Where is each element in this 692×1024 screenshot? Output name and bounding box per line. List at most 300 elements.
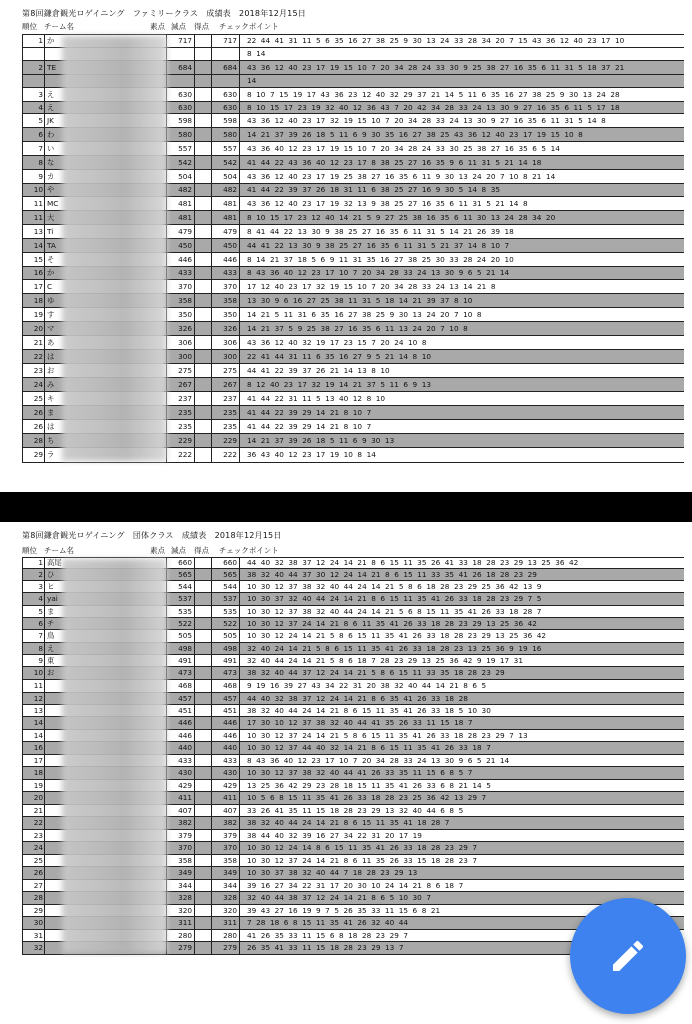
- header-penalty: 減点: [171, 22, 186, 31]
- team-name-cell: 東: [45, 655, 167, 666]
- raw-score-cell: 457: [167, 693, 195, 704]
- raw-score-cell: 433: [167, 755, 195, 766]
- score-cell: 481: [212, 211, 240, 224]
- checkpoints-cell: 43 36 12 40 23 17 19 25 38 27 16 35 6 11 9 30 13 24 20 7 10 8 21 14: [240, 170, 684, 183]
- checkpoints-cell: 41 44 22 39 37 26 18 31 11 6 38 25 27 16 9 30 5 14 8 35: [240, 184, 684, 196]
- checkpoints-cell: 10 30 12 37 24 14 21 8 6 11 35 41 26 33 18 28 23 29 13 25 36 42: [240, 618, 684, 629]
- raw-score-cell: 370: [167, 842, 195, 854]
- rank-cell: 23: [23, 830, 45, 841]
- rank-cell: 17: [23, 755, 45, 766]
- team-name-cell: か: [45, 35, 167, 47]
- penalty-cell: [195, 917, 212, 929]
- raw-score-cell: 598: [167, 114, 195, 127]
- score-cell: 382: [212, 817, 240, 829]
- checkpoints-cell: 22 41 44 31 11 6 35 16 27 9 5 21 14 8 10: [240, 350, 684, 363]
- score-cell: 630: [212, 88, 240, 101]
- score-cell: 535: [212, 606, 240, 617]
- score-cell: 279: [212, 942, 240, 954]
- family-class-results-sheet: [0, 0, 692, 492]
- raw-score-cell: 235: [167, 406, 195, 419]
- score-cell: 481: [212, 197, 240, 210]
- score-cell: 349: [212, 867, 240, 879]
- rank-cell: 18: [23, 294, 45, 307]
- header-checkpoints: チェックポイント: [219, 22, 279, 31]
- penalty-cell: [195, 392, 212, 405]
- score-cell: 542: [212, 156, 240, 169]
- raw-score-cell: [167, 75, 195, 87]
- checkpoints-cell: 17 30 10 12 37 38 32 40 44 41 35 26 33 11 15 18 7: [240, 717, 684, 729]
- team-name-cell: 大: [45, 211, 167, 224]
- checkpoints-cell: 10 30 12 37 38 32 40 44 24 14 21 5 6 8 15 11 35 41 26 33 18 28 7: [240, 606, 684, 617]
- checkpoints-cell: 43 36 12 40 23 17 19 32 13 9 38 25 27 16 35 6 11 31 5 21 14 8: [240, 197, 684, 210]
- penalty-cell: [195, 170, 212, 183]
- rank-cell: 22: [23, 350, 45, 363]
- raw-score-cell: 320: [167, 905, 195, 916]
- rank-cell: 24: [23, 378, 45, 391]
- rank-cell: 19: [23, 308, 45, 321]
- rank-cell: 12: [23, 693, 45, 704]
- raw-score-cell: [167, 48, 195, 60]
- score-cell: 491: [212, 655, 240, 666]
- score-cell: 660: [212, 558, 240, 568]
- raw-score-cell: 370: [167, 280, 195, 293]
- rank-cell: 26: [23, 420, 45, 433]
- team-name-cell: や: [45, 184, 167, 196]
- team-name-cell: マ: [45, 322, 167, 335]
- rank-cell: 10: [23, 667, 45, 679]
- team-name-cell: キ: [45, 392, 167, 405]
- checkpoints-cell: 38 32 40 44 37 12 24 14 21 5 8 6 15 11 33 35 18 28 23 29: [240, 667, 684, 679]
- checkpoints-cell: 14: [240, 75, 684, 87]
- team-name-cell: ま: [45, 606, 167, 617]
- penalty-cell: [195, 730, 212, 741]
- rank-cell: 2: [23, 61, 45, 74]
- raw-score-cell: 229: [167, 434, 195, 447]
- checkpoints-cell: 44 41 22 13 30 9 38 25 27 16 35 6 11 31 5 21 37 14 8 10 7: [240, 239, 684, 252]
- penalty-cell: [195, 805, 212, 816]
- raw-score-cell: 328: [167, 892, 195, 904]
- team-name-cell: Ti: [45, 225, 167, 238]
- rank-cell: 23: [23, 364, 45, 377]
- team-name-cell: C: [45, 280, 167, 293]
- rank-cell: 26: [23, 867, 45, 879]
- penalty-cell: [195, 593, 212, 605]
- rank-cell: 2: [23, 569, 45, 580]
- checkpoints-cell: 41 44 22 39 29 14 21 8 10 7: [240, 420, 684, 433]
- raw-score-cell: 684: [167, 61, 195, 74]
- raw-score-cell: 429: [167, 780, 195, 791]
- checkpoints-cell: 38 32 40 44 37 30 12 24 14 21 8 6 15 11 33 35 41 26 18 28 23 29: [240, 569, 684, 580]
- checkpoints-cell: 38 44 40 32 39 16 27 34 22 31 20 17 19: [240, 830, 684, 841]
- rank-cell: 19: [23, 780, 45, 791]
- checkpoints-cell: 10 30 12 37 24 14 21 8 6 11 35 26 33 15 18 28 23 7: [240, 855, 684, 866]
- rank-cell: 14: [23, 239, 45, 252]
- checkpoints-cell: 32 40 44 24 14 21 5 8 6 18 7 28 23 29 13 25 36 42 9 19 17 31: [240, 655, 684, 666]
- team-name-cell: な: [45, 156, 167, 169]
- raw-score-cell: 430: [167, 767, 195, 779]
- score-cell: 717: [212, 35, 240, 47]
- team-name-cell: い: [45, 142, 167, 155]
- penalty-cell: [195, 75, 212, 87]
- penalty-cell: [195, 420, 212, 433]
- checkpoints-cell: 10 30 37 32 40 44 24 14 21 8 6 15 11 35 41 26 33 18 28 23 29 7 5: [240, 593, 684, 605]
- team-name-cell: は: [45, 350, 167, 363]
- penalty-cell: [195, 830, 212, 841]
- raw-score-cell: 222: [167, 448, 195, 462]
- score-cell: 440: [212, 742, 240, 754]
- checkpoints-cell: 8 12 40 23 17 32 19 14 21 37 5 11 6 9 13: [240, 378, 684, 391]
- penalty-cell: [195, 643, 212, 654]
- checkpoints-cell: 10 30 12 37 38 32 40 44 41 26 33 35 11 15 6 8 5 7: [240, 767, 684, 779]
- rank-cell: [23, 48, 45, 60]
- rank-cell: 3: [23, 88, 45, 101]
- results-table: [22, 34, 684, 463]
- checkpoints-cell: 10 5 6 8 15 11 35 41 26 33 18 28 23 25 36 42 13 29 7: [240, 792, 684, 804]
- rank-cell: 14: [23, 730, 45, 741]
- raw-score-cell: 580: [167, 128, 195, 141]
- rank-cell: 24: [23, 842, 45, 854]
- checkpoints-cell: 10 30 37 38 32 40 44 7 18 28 23 29 13: [240, 867, 684, 879]
- checkpoints-cell: 8 10 15 17 23 19 32 40 12 36 43 7 20 42 34 28 33 24 13 30 9 27 16 35 6 11 5 17 18: [240, 102, 684, 113]
- checkpoints-cell: 8 14 21 37 18 5 6 9 11 31 35 16 27 38 25 30 33 28 24 20 10: [240, 253, 684, 266]
- raw-score-cell: 630: [167, 102, 195, 113]
- raw-score-cell: 433: [167, 267, 195, 279]
- raw-score-cell: 542: [167, 156, 195, 169]
- penalty-cell: [195, 693, 212, 704]
- rank-cell: 22: [23, 817, 45, 829]
- penalty-cell: [195, 267, 212, 279]
- penalty-cell: [195, 364, 212, 377]
- penalty-cell: [195, 855, 212, 866]
- score-cell: 235: [212, 420, 240, 433]
- team-name-cell: yai: [45, 593, 167, 605]
- penalty-cell: [195, 239, 212, 252]
- raw-score-cell: 279: [167, 942, 195, 954]
- score-cell: 446: [212, 730, 240, 741]
- penalty-cell: [195, 294, 212, 307]
- penalty-cell: [195, 930, 212, 941]
- team-name-cell: は: [45, 420, 167, 433]
- checkpoints-cell: 43 36 40 12 23 17 19 15 10 7 20 34 28 24 33 30 25 38 27 16 35 6 5 14: [240, 142, 684, 155]
- penalty-cell: [195, 792, 212, 804]
- checkpoints-cell: 41 26 35 33 11 15 6 8 18 28 23 29 7: [240, 930, 684, 941]
- checkpoints-cell: 10 30 12 37 44 40 32 14 21 8 6 15 11 35 41 26 33 18 7: [240, 742, 684, 754]
- penalty-cell: [195, 680, 212, 692]
- score-cell: 306: [212, 336, 240, 349]
- rank-cell: 10: [23, 184, 45, 196]
- raw-score-cell: 482: [167, 184, 195, 196]
- rank-cell: 16: [23, 267, 45, 279]
- penalty-cell: [195, 655, 212, 666]
- checkpoints-cell: 33 26 41 35 11 15 18 28 23 29 13 32 40 44 6 8 5: [240, 805, 684, 816]
- raw-score-cell: 235: [167, 420, 195, 433]
- raw-score-cell: 479: [167, 225, 195, 238]
- rank-cell: 1: [23, 558, 45, 568]
- penalty-cell: [195, 448, 212, 462]
- penalty-cell: [195, 114, 212, 127]
- checkpoints-cell: 13 30 9 6 16 27 25 38 11 31 5 18 14 21 39 37 8 10: [240, 294, 684, 307]
- score-cell: 457: [212, 693, 240, 704]
- rank-cell: 29: [23, 905, 45, 916]
- raw-score-cell: 504: [167, 170, 195, 183]
- team-name-cell: ラ: [45, 448, 167, 462]
- raw-score-cell: 440: [167, 742, 195, 754]
- score-cell: 598: [212, 114, 240, 127]
- checkpoints-cell: 32 40 24 14 21 5 8 6 15 11 35 41 26 33 18 28 23 13 25 36 9 19 16: [240, 643, 684, 654]
- checkpoints-cell: 8 14: [240, 48, 684, 60]
- team-name-cell: TA: [45, 239, 167, 252]
- rank-cell: 28: [23, 434, 45, 447]
- penalty-cell: [195, 88, 212, 101]
- rank-cell: 17: [23, 280, 45, 293]
- rank-cell: 20: [23, 792, 45, 804]
- raw-score-cell: 451: [167, 705, 195, 716]
- penalty-cell: [195, 618, 212, 629]
- checkpoints-cell: 17 12 40 23 17 32 19 15 10 7 20 34 28 33 24 13 14 21 8: [240, 280, 684, 293]
- score-cell: 358: [212, 855, 240, 866]
- raw-score-cell: 382: [167, 817, 195, 829]
- penalty-cell: [195, 322, 212, 335]
- score-cell: 630: [212, 102, 240, 113]
- rank-cell: 11: [23, 211, 45, 224]
- score-cell: 370: [212, 280, 240, 293]
- team-name-cell: そ: [45, 253, 167, 266]
- penalty-cell: [195, 942, 212, 954]
- score-cell: 479: [212, 225, 240, 238]
- raw-score-cell: 535: [167, 606, 195, 617]
- penalty-cell: [195, 211, 212, 224]
- header-raw: 素点: [150, 22, 165, 31]
- checkpoints-cell: 14 21 37 39 26 18 5 11 6 9 30 35 16 27 38 25 43 36 12 40 23 17 19 15 10 8: [240, 128, 684, 141]
- team-name-cell: ゆ: [45, 294, 167, 307]
- score-cell: 498: [212, 643, 240, 654]
- penalty-cell: [195, 842, 212, 854]
- raw-score-cell: 237: [167, 392, 195, 405]
- penalty-cell: [195, 892, 212, 904]
- rank-cell: 13: [23, 705, 45, 716]
- rank-cell: 30: [23, 917, 45, 929]
- penalty-cell: [195, 717, 212, 729]
- score-cell: 267: [212, 378, 240, 391]
- team-name-cell: ひ: [45, 569, 167, 580]
- rank-cell: 11: [23, 680, 45, 692]
- score-cell: 482: [212, 184, 240, 196]
- checkpoints-cell: 10 30 12 24 14 8 6 15 11 35 41 26 33 18 28 23 29 7: [240, 842, 684, 854]
- checkpoints-cell: 14 21 37 39 26 18 5 11 6 9 30 13: [240, 434, 684, 447]
- checkpoints-cell: 10 30 12 37 38 32 40 44 24 14 21 5 8 6 18 28 23 29 25 36 42 13 9: [240, 581, 684, 592]
- team-name-cell: お: [45, 364, 167, 377]
- header-checkpoints: チェックポイント: [219, 546, 279, 555]
- penalty-cell: [195, 128, 212, 141]
- checkpoints-cell: 8 41 44 22 13 30 9 38 25 27 16 35 6 11 31 5 14 21 26 39 18: [240, 225, 684, 238]
- checkpoints-cell: 41 44 22 43 36 40 12 23 17 8 38 25 27 16 35 9 6 11 31 5 21 14 18: [240, 156, 684, 169]
- checkpoints-cell: 41 44 22 31 11 5 13 40 12 8 10: [240, 392, 684, 405]
- score-cell: 311: [212, 917, 240, 929]
- page-divider: [0, 492, 692, 522]
- score-cell: 537: [212, 593, 240, 605]
- rank-cell: 15: [23, 253, 45, 266]
- pencil-icon: [608, 936, 648, 976]
- raw-score-cell: 306: [167, 336, 195, 349]
- raw-score-cell: 468: [167, 680, 195, 692]
- rank-cell: 6: [23, 128, 45, 141]
- score-cell: 280: [212, 930, 240, 941]
- score-cell: 433: [212, 755, 240, 766]
- penalty-cell: [195, 581, 212, 592]
- team-name-cell: あ: [45, 336, 167, 349]
- raw-score-cell: 717: [167, 35, 195, 47]
- raw-score-cell: 505: [167, 630, 195, 642]
- raw-score-cell: 344: [167, 880, 195, 891]
- penalty-cell: [195, 61, 212, 74]
- header-rank: 順位: [22, 22, 37, 31]
- checkpoints-cell: 41 44 22 39 29 14 21 8 10 7: [240, 406, 684, 419]
- checkpoints-cell: 9 19 16 39 27 43 34 22 31 20 38 32 40 44 14 21 8 6 5: [240, 680, 684, 692]
- rank-cell: 29: [23, 448, 45, 462]
- score-cell: 379: [212, 830, 240, 841]
- raw-score-cell: 446: [167, 730, 195, 741]
- rank-cell: 18: [23, 767, 45, 779]
- raw-score-cell: 473: [167, 667, 195, 679]
- team-name-cell: す: [45, 308, 167, 321]
- rank-cell: 28: [23, 892, 45, 904]
- penalty-cell: [195, 350, 212, 363]
- score-cell: 235: [212, 406, 240, 419]
- raw-score-cell: 446: [167, 253, 195, 266]
- team-name-cell: ま: [45, 406, 167, 419]
- score-cell: [212, 48, 240, 60]
- rank-cell: [23, 75, 45, 87]
- score-cell: 358: [212, 294, 240, 307]
- checkpoints-cell: 14 21 37 5 9 25 38 27 16 35 6 11 13 24 20 7 10 8: [240, 322, 684, 335]
- team-name-cell: JK: [45, 114, 167, 127]
- rank-cell: 4: [23, 593, 45, 605]
- checkpoints-cell: 8 43 36 40 12 23 17 10 7 20 34 28 33 24 13 30 9 6 5 21 14: [240, 755, 684, 766]
- team-name-cell: チ: [45, 618, 167, 629]
- penalty-cell: [195, 102, 212, 113]
- rank-cell: 4: [23, 102, 45, 113]
- score-cell: 275: [212, 364, 240, 377]
- team-name-cell: お: [45, 667, 167, 679]
- penalty-cell: [195, 767, 212, 779]
- penalty-cell: [195, 742, 212, 754]
- checkpoints-cell: 7 28 18 6 8 15 11 35 41 26 32 40 44: [240, 917, 684, 929]
- penalty-cell: [195, 434, 212, 447]
- checkpoints-cell: 43 36 12 40 32 19 17 23 15 7 20 24 10 8: [240, 336, 684, 349]
- header-rank: 順位: [22, 546, 37, 555]
- penalty-cell: [195, 755, 212, 766]
- rank-cell: 21: [23, 336, 45, 349]
- score-cell: 544: [212, 581, 240, 592]
- raw-score-cell: 326: [167, 322, 195, 335]
- team-name-cell: え: [45, 88, 167, 101]
- score-cell: 684: [212, 61, 240, 74]
- page-title: 第8回鎌倉観光ロゲイニング 団体クラス 成績表 2018年12月15日: [22, 531, 282, 540]
- checkpoints-cell: 14 21 5 11 31 6 35 16 27 38 25 9 30 13 24 20 7 10 8: [240, 308, 684, 321]
- raw-score-cell: 300: [167, 350, 195, 363]
- team-name-cell: MC: [45, 197, 167, 210]
- rank-cell: 27: [23, 880, 45, 891]
- header-team: チーム名: [44, 22, 74, 31]
- checkpoints-cell: 22 44 41 31 11 5 6 35 16 27 38 25 9 30 13 24 33 28 34 20 7 15 43 36 12 40 23 17 10: [240, 35, 684, 47]
- checkpoints-cell: 36 43 40 12 23 17 19 10 8 14: [240, 448, 684, 462]
- raw-score-cell: 407: [167, 805, 195, 816]
- penalty-cell: [195, 336, 212, 349]
- checkpoints-cell: 26 35 41 33 11 15 18 28 23 29 13 7: [240, 942, 684, 954]
- score-cell: 451: [212, 705, 240, 716]
- penalty-cell: [195, 184, 212, 196]
- checkpoints-cell: 43 36 12 40 23 17 19 15 10 7 20 34 28 24 33 30 9 25 38 27 16 35 6 11 31 5 18 37 21: [240, 61, 684, 74]
- penalty-cell: [195, 867, 212, 879]
- rank-cell: 32: [23, 942, 45, 954]
- checkpoints-cell: 39 16 27 34 22 31 17 20 30 10 24 14 21 8 6 18 7: [240, 880, 684, 891]
- penalty-cell: [195, 197, 212, 210]
- checkpoints-cell: 8 10 7 15 19 17 43 36 23 12 40 32 29 37 21 14 5 11 6 35 16 27 38 25 9 30 13 24 28: [240, 88, 684, 101]
- score-cell: 565: [212, 569, 240, 580]
- edit-fab-button[interactable]: [570, 898, 686, 1014]
- rank-cell: 1: [23, 35, 45, 47]
- rank-cell: 11: [23, 197, 45, 210]
- score-cell: 430: [212, 767, 240, 779]
- checkpoints-cell: 8 43 36 40 12 23 17 10 7 20 34 28 33 24 13 30 9 6 5 21 14: [240, 267, 684, 279]
- penalty-cell: [195, 905, 212, 916]
- penalty-cell: [195, 780, 212, 791]
- rank-cell: 20: [23, 322, 45, 335]
- rank-cell: 13: [23, 225, 45, 238]
- penalty-cell: [195, 880, 212, 891]
- rank-cell: 5: [23, 606, 45, 617]
- rank-cell: 21: [23, 805, 45, 816]
- raw-score-cell: 411: [167, 792, 195, 804]
- checkpoints-cell: 8 10 15 17 23 12 40 14 21 5 9 27 25 38 16 35 6 11 30 13 24 28 34 20: [240, 211, 684, 224]
- score-cell: 557: [212, 142, 240, 155]
- score-cell: 433: [212, 267, 240, 279]
- checkpoints-cell: 44 40 32 38 37 12 24 14 21 8 6 15 11 35 26 41 33 18 28 23 29 13 25 36 42: [240, 558, 684, 568]
- checkpoints-cell: 43 36 12 40 23 17 32 19 15 10 7 20 34 28 33 24 13 30 9 27 16 35 6 11 31 5 14 8: [240, 114, 684, 127]
- score-cell: 504: [212, 170, 240, 183]
- penalty-cell: [195, 667, 212, 679]
- rank-cell: 9: [23, 655, 45, 666]
- score-cell: 468: [212, 680, 240, 692]
- checkpoints-cell: 32 40 44 38 37 12 24 14 21 8 6 5 10 30 7: [240, 892, 684, 904]
- score-cell: 328: [212, 892, 240, 904]
- page-title: 第8回鎌倉観光ロゲイニング ファミリークラス 成績表 2018年12月15日: [22, 9, 306, 18]
- penalty-cell: [195, 630, 212, 642]
- raw-score-cell: 358: [167, 294, 195, 307]
- penalty-cell: [195, 308, 212, 321]
- checkpoints-cell: 44 40 32 38 37 12 24 14 21 8 6 35 41 26 33 18 28: [240, 693, 684, 704]
- raw-score-cell: 557: [167, 142, 195, 155]
- raw-score-cell: 544: [167, 581, 195, 592]
- raw-score-cell: 311: [167, 917, 195, 929]
- raw-score-cell: 491: [167, 655, 195, 666]
- team-name-cell: え: [45, 643, 167, 654]
- raw-score-cell: 446: [167, 717, 195, 729]
- penalty-cell: [195, 225, 212, 238]
- score-cell: 450: [212, 239, 240, 252]
- raw-score-cell: 280: [167, 930, 195, 941]
- header-raw: 素点: [150, 546, 165, 555]
- score-cell: 222: [212, 448, 240, 462]
- rank-cell: 9: [23, 170, 45, 183]
- raw-score-cell: 379: [167, 830, 195, 841]
- rank-cell: 7: [23, 630, 45, 642]
- score-cell: 229: [212, 434, 240, 447]
- checkpoints-cell: 10 30 12 24 14 21 5 8 6 15 11 35 41 26 33 18 28 23 29 13 25 36 42: [240, 630, 684, 642]
- raw-score-cell: 358: [167, 855, 195, 866]
- penalty-cell: [195, 817, 212, 829]
- redacted-team-names: [62, 559, 167, 953]
